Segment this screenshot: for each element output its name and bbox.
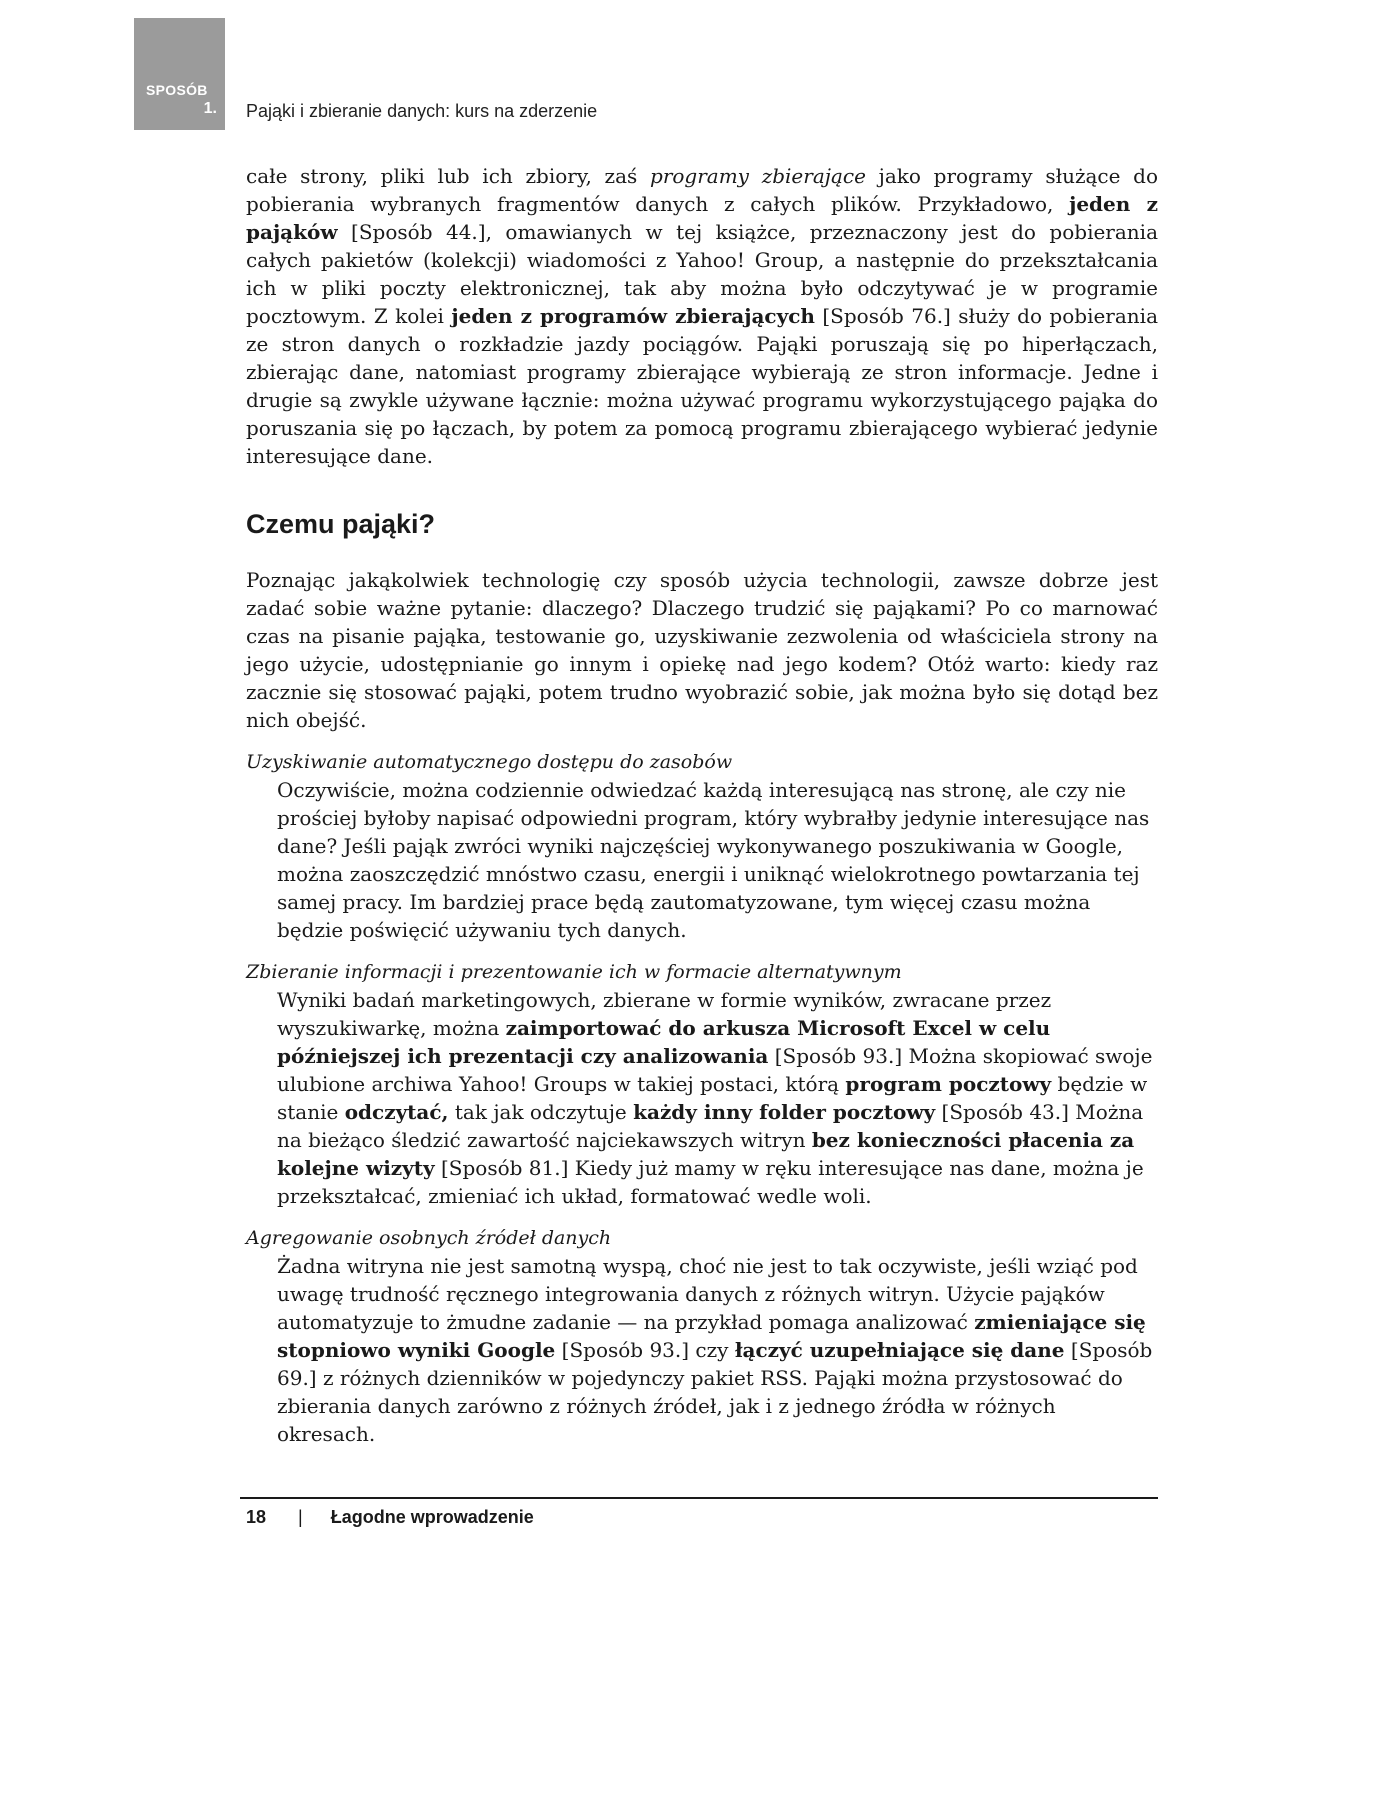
footer-chapter-title: Łagodne wprowadzenie	[330, 1507, 534, 1527]
definition-term: Agregowanie osobnych źródeł danych	[246, 1227, 612, 1249]
chapter-tab-label: SPOSÓB	[146, 82, 208, 98]
page-number: 18	[246, 1507, 267, 1527]
text-run: [Sposób 44.], omawianych w tej książce, przeznaczony jest do pobierania całych pakietów (kolekcji) wiadomości z Yahoo! Group, a następnie do przekształcania ich w pliki poczty elektronicznej, tak aby można było odczytywać je w programie pocztowym. Z kolei	[246, 220, 1158, 328]
page-footer	[246, 1507, 534, 1528]
bold-run: łączyć uzupełniające się dane	[734, 1338, 1065, 1362]
bold-run: zaimportować do arkusza Microsoft Excel w celu późniejszej ich prezentacji czy analizowania	[277, 1016, 1051, 1068]
text-run: Żadna witryna nie jest samotną wyspą, choć nie jest to tak oczywiste, jeśli wziąć pod uwagę trudność ręcznego integrowania danych z różnych witryn. Użycie pająków automatyzuje to żmudne zadanie — na przykład pomaga analizować	[277, 1254, 1138, 1334]
text-run: [Sposób 93.] Można skopiować swoje ulubione archiwa Yahoo! Groups w takiej postaci, którą	[277, 1044, 1153, 1096]
page-content	[246, 162, 1158, 1448]
bold-run: program pocztowy	[845, 1072, 1052, 1096]
why-paragraph: Poznając jakąkolwiek technologię czy sposób użycia technologii, zawsze dobrze jest zadać sobie ważne pytanie: dlaczego? Dlaczego trudzić się pająkami? Po co marnować czas na pisanie pająka, testowanie go, uzyskiwanie zezwolenia od właściciela strony na jego użycie, udostępnianie go innym i opiekę nad jego kodem? Otóż warto: kiedy raz zacznie się stosować pająki, potem trudno wyobrazić sobie, jak można było się dotąd bez nich obejść.	[246, 568, 1158, 732]
text-run: jako programy służące do pobierania wybranych fragmentów danych z całych plików. Przykładowo,	[246, 164, 1159, 216]
chapter-tab-number: 1.	[203, 100, 217, 117]
text-run: [Sposób 76.] służy do pobierania ze stron danych o rozkładzie jazdy pociągów. Pająki poruszają się po hiperłączach, zbierając dane, natomiast programy zbierające wybierają ze stron informacje. Jedne i drugie są zwykle używane łącznie: można używać programu wykorzystującego pająka do poruszania się po łączach, by potem za pomocą programu zbierającego wybierać jedynie interesujące dane.	[246, 304, 1158, 468]
text-run: [Sposób 81.] Kiedy już mamy w ręku interesujące nas dane, można je przekształcać, zmieniać ich układ, formatować wedle woli.	[277, 1156, 1144, 1208]
footer-separator: |	[298, 1507, 303, 1527]
definition-description	[246, 986, 1158, 1210]
bold-run: bez konieczności płacenia za kolejne wizyty	[277, 1128, 1135, 1180]
text-run: Wyniki badań marketingowych, zbierane w formie wyników, zwracane przez wyszukiwarkę, można	[277, 988, 1052, 1040]
section-heading: Czemu pająki?	[246, 509, 436, 539]
text-run: [Sposób 43.] Można na bieżąco śledzić zawartość najciekawszych witryn	[277, 1100, 1144, 1152]
definition-description	[246, 1252, 1158, 1448]
italic-run: programy zbierające	[650, 164, 866, 188]
definition-list	[246, 748, 1158, 1448]
text-run: [Sposób 69.] z różnych dzienników w pojedynczy pakiet RSS. Pająki można przystosować do zbierania danych zarówno z różnych źródeł, jak i z jednego źródła w różnych okresach.	[277, 1338, 1153, 1446]
text-run: będzie w stanie	[277, 1072, 1148, 1124]
text-run: całe strony, pliki lub ich zbiory, zaś	[246, 164, 651, 188]
bold-run: jeden z pająków	[246, 192, 1159, 244]
definition-term: Uzyskiwanie automatycznego dostępu do zasobów	[246, 751, 733, 773]
bold-run: zmieniające się stopniowo wyniki Google	[277, 1310, 1146, 1362]
text-run: [Sposób 93.] czy	[555, 1338, 735, 1362]
bold-run: jeden z programów zbierających	[451, 304, 815, 328]
text-run: tak jak odczytuje	[448, 1100, 634, 1124]
intro-paragraph	[246, 162, 1158, 470]
definition-description	[246, 776, 1158, 944]
bold-run: odczytać,	[344, 1100, 449, 1124]
bold-run: każdy inny folder pocztowy	[633, 1100, 936, 1124]
footer-rule	[240, 1497, 1158, 1499]
definition-term: Zbieranie informacji i prezentowanie ich w formacie alternatywnym	[246, 961, 902, 983]
chapter-tab	[134, 18, 225, 130]
text-run: Oczywiście, można codziennie odwiedzać każdą interesującą nas stronę, ale czy nie prościej byłoby napisać odpowiedni program, który wybrałby jedynie interesujące nas dane? Jeśli pająk zwróci wyniki najczęściej wykonywanego poszukiwania w Google, można zaoszczędzić mnóstwo czasu, energii i uniknąć wielokrotnego powtarzania tej samej pracy. Im bardziej prace będą zautomatyzowane, tym więcej czasu można będzie poświęcić używaniu tych danych.	[277, 778, 1150, 942]
running-head: Pająki i zbieranie danych: kurs na zderzenie	[246, 101, 598, 121]
